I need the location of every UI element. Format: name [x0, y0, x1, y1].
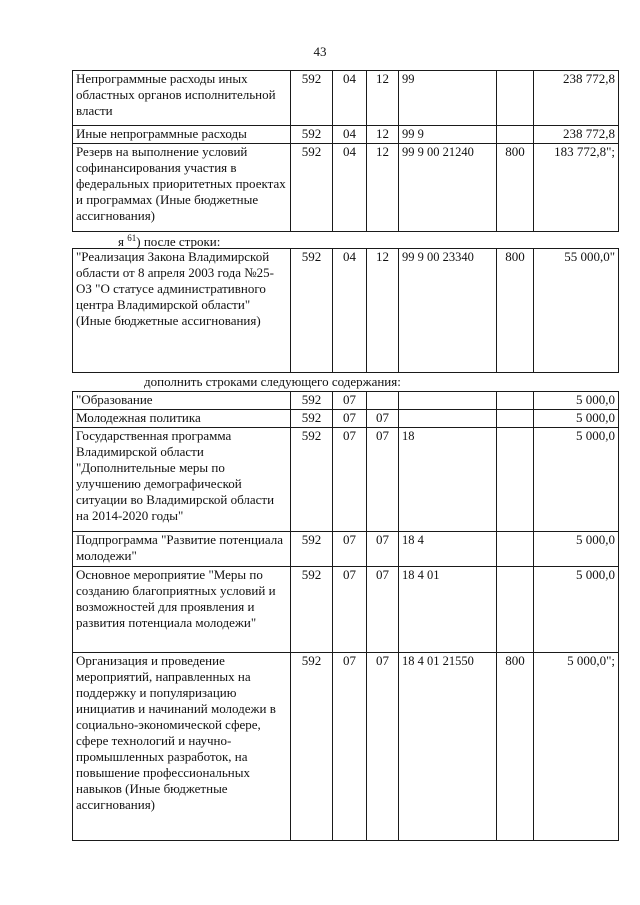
budget-table-reference-row [72, 248, 619, 373]
grbs-cell: 592 [291, 410, 333, 428]
amount-cell: 5 000,0 [534, 410, 619, 428]
amount-cell: 183 772,8"; [534, 144, 619, 232]
amount-cell: 238 772,8 [534, 126, 619, 144]
expense-type-cell: 800 [497, 653, 534, 841]
subsection-cell: 07 [367, 428, 399, 532]
subsection-cell: 12 [367, 249, 399, 373]
budget-table-top [72, 70, 619, 232]
target-article-cell: 18 4 01 [399, 567, 497, 653]
section-cell: 07 [333, 653, 367, 841]
expense-type-cell: 800 [497, 249, 534, 373]
row-name: Резерв на выполнение условий софинансирования участия в федеральных приоритетных проектах и программах (Иные бюджетные ассигнования) [73, 144, 291, 232]
row-name: Подпрограмма "Развитие потенциала молодежи" [73, 532, 291, 567]
target-article-cell [399, 392, 497, 410]
footnote-number: 61 [127, 233, 137, 243]
section-cell: 04 [333, 71, 367, 126]
row-name: Молодежная политика [73, 410, 291, 428]
amount-cell: 5 000,0 [534, 428, 619, 532]
grbs-cell: 592 [291, 532, 333, 567]
table-row [73, 392, 619, 410]
table-row [73, 71, 619, 126]
amount-cell: 238 772,8 [534, 71, 619, 126]
expense-type-cell [497, 71, 534, 126]
row-name: Непрограммные расходы иных областных органов исполнительной власти [73, 71, 291, 126]
amount-cell: 5 000,0 [534, 392, 619, 410]
section-cell: 07 [333, 567, 367, 653]
table-row [73, 144, 619, 232]
budget-table-new-rows [72, 391, 619, 841]
section-cell: 07 [333, 392, 367, 410]
expense-type-cell [497, 410, 534, 428]
target-article-cell: 99 [399, 71, 497, 126]
amount-cell: 5 000,0 [534, 532, 619, 567]
section-cell: 04 [333, 249, 367, 373]
subsection-cell: 07 [367, 410, 399, 428]
amount-cell: 5 000,0 [534, 567, 619, 653]
amount-cell: 5 000,0"; [534, 653, 619, 841]
grbs-cell: 592 [291, 249, 333, 373]
note-suffix: ) после строки: [136, 234, 221, 249]
target-article-cell [399, 410, 497, 428]
expense-type-cell [497, 428, 534, 532]
table-row [73, 428, 619, 532]
grbs-cell: 592 [291, 653, 333, 841]
table-row [73, 567, 619, 653]
row-name: Иные непрограммные расходы [73, 126, 291, 144]
row-name: Государственная программа Владимирской области "Дополнительные меры по улучшению демографической ситуации во Владимирской области на 2014-2020 годы" [73, 428, 291, 532]
subsection-cell: 07 [367, 532, 399, 567]
target-article-cell: 99 9 00 23340 [399, 249, 497, 373]
insertion-note-after-row [118, 230, 220, 250]
grbs-cell: 592 [291, 428, 333, 532]
row-name: Организация и проведение мероприятий, направленных на поддержку и популяризацию инициатив и начинаний молодежи в социально-экономической сфере, сфере технологий и научно-промышленных разработок, на повышение профессиональных навыков (Иные бюджетные ассигнования) [73, 653, 291, 841]
subsection-cell: 07 [367, 567, 399, 653]
target-article-cell: 18 [399, 428, 497, 532]
expense-type-cell [497, 567, 534, 653]
target-article-cell: 99 9 [399, 126, 497, 144]
subsection-cell: 12 [367, 71, 399, 126]
section-cell: 07 [333, 410, 367, 428]
row-name: "Реализация Закона Владимирской области от 8 апреля 2003 года №25-ОЗ "О статусе административного центра Владимирской области" (Иные бюджетные ассигнования) [73, 249, 291, 373]
section-cell: 04 [333, 144, 367, 232]
expense-type-cell: 800 [497, 144, 534, 232]
target-article-cell: 18 4 [399, 532, 497, 567]
grbs-cell: 592 [291, 126, 333, 144]
table-row [73, 249, 619, 373]
section-cell: 07 [333, 428, 367, 532]
section-cell: 07 [333, 532, 367, 567]
target-article-cell: 99 9 00 21240 [399, 144, 497, 232]
grbs-cell: 592 [291, 567, 333, 653]
table-row [73, 126, 619, 144]
expense-type-cell [497, 392, 534, 410]
page-number: 43 [313, 44, 327, 59]
expense-type-cell [497, 126, 534, 144]
subsection-cell: 12 [367, 126, 399, 144]
row-name: Основное мероприятие "Меры по созданию благоприятных условий и возможностей для проявления и развития потенциала молодежи" [73, 567, 291, 653]
subsection-cell [367, 392, 399, 410]
target-article-cell: 18 4 01 21550 [399, 653, 497, 841]
note-prefix: я [118, 234, 124, 249]
grbs-cell: 592 [291, 71, 333, 126]
table-row [73, 410, 619, 428]
subsection-cell: 07 [367, 653, 399, 841]
amount-cell: 55 000,0" [534, 249, 619, 373]
grbs-cell: 592 [291, 144, 333, 232]
table-row [73, 532, 619, 567]
table-row [73, 653, 619, 841]
grbs-cell: 592 [291, 392, 333, 410]
expense-type-cell [497, 532, 534, 567]
insertion-note-add-rows: дополнить строками следующего содержания: [144, 374, 401, 389]
section-cell: 04 [333, 126, 367, 144]
row-name: "Образование [73, 392, 291, 410]
subsection-cell: 12 [367, 144, 399, 232]
